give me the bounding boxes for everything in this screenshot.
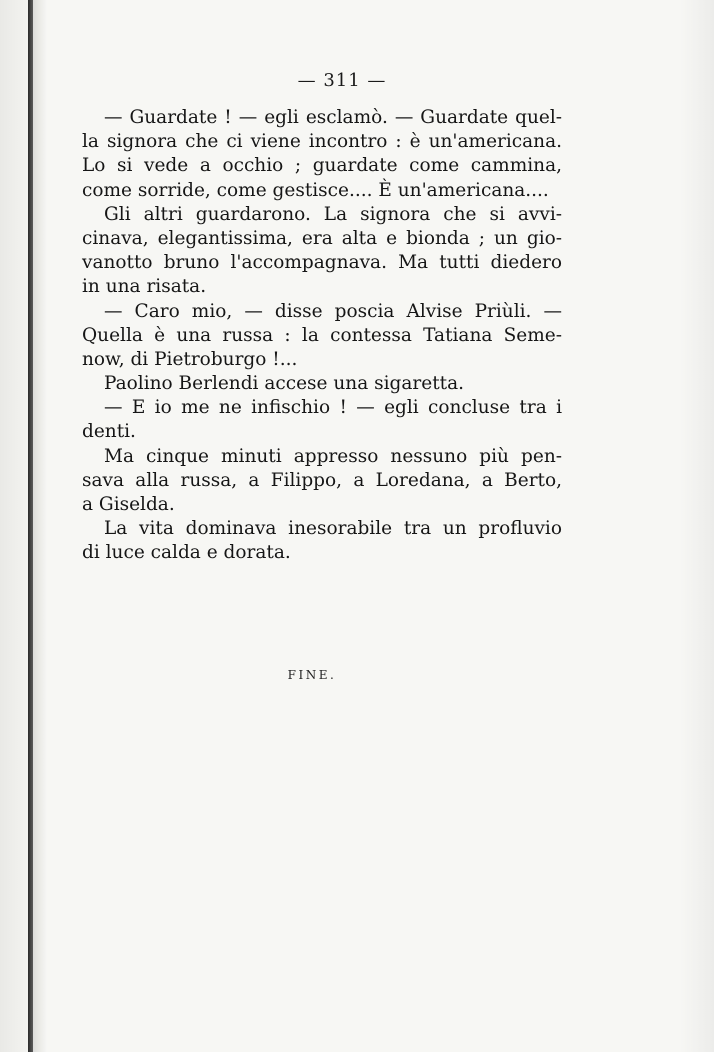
text-line: Quella è una russa : la contessa Tatiana Seme- (82, 324, 562, 346)
text-line: Gli altri guardarono. La signora che si avvi- (104, 203, 562, 225)
text-line: a Giselda. (82, 494, 175, 515)
text-line: Lo si vede a occhio ; guardate come cammina, (82, 155, 562, 177)
end-mark: FINE. (287, 668, 337, 682)
text-line: sava alla russa, a Filippo, a Loredana, a Berto, (82, 469, 562, 491)
binding-shadow (33, 0, 47, 1052)
text-line: come sorride, come gestisce.... È un'americana.... (82, 179, 549, 201)
text-line: vanotto bruno l'accompagnava. Ma tutti diedero (82, 252, 562, 274)
text-line: La vita dominava inesorabile tra un profluvio (104, 518, 562, 540)
body-text (82, 106, 562, 566)
text-line: now, di Pietroburgo !... (82, 348, 298, 370)
page-number: — 311 — (297, 70, 387, 91)
text-line: — E io me ne infischio ! — egli concluse tra i (104, 397, 562, 419)
text-line: cinava, elegantissima, era alta e bionda ; un gio- (82, 227, 562, 249)
text-line: — Guardate ! — egli esclamò. — Guardate quel- (104, 107, 562, 128)
text-line: — Caro mio, — disse poscia Alvise Priùli. — (104, 300, 562, 322)
text-line: denti. (82, 421, 136, 443)
text-line: di luce calda e dorata. (82, 542, 291, 564)
text-line: in una risata. (82, 276, 207, 298)
text-line: la signora che ci viene incontro : è un'americana. (82, 131, 562, 153)
text-line: Ma cinque minuti appresso nessuno più pen- (104, 445, 562, 467)
text-line: Paolino Berlendi accese una sigaretta. (104, 373, 464, 395)
